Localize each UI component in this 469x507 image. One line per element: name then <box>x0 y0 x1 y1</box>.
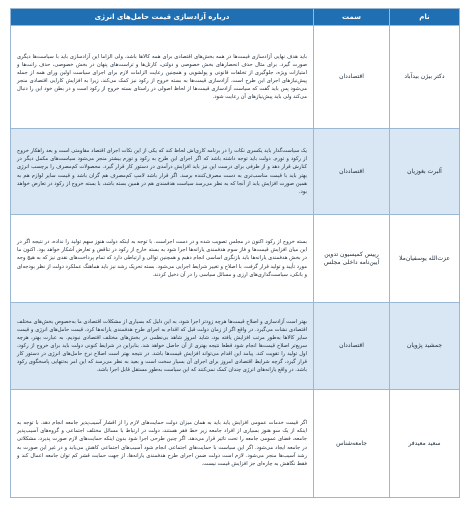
person-name: آلبرت بغوزیان <box>390 129 460 215</box>
opinion-text: اگر قیمت خدمات عمومی افزایش یابد باید به همان میزان دولت حمایت‌های لازم را از اقشار آسیب‌پذیر جامعه انجام دهد. با توجه به اینکه از یک سو هنوز بسیاری از افراد جامعه زیر خط فقر هستند، دولت در ارتباط با مسائل مختلف اجتماعی و گروه‌های آسیب‌پذیر جامعه، فضای عمومی جامعه را تحت تاثیر قرار می‌دهد. اگر چنین طرحی اجرا شود بدون اینکه حمایت‌های لازم صورت پذیرد، مشکلاتی در جامعه ایجاد می‌شود. اگر این سیاست با حمایت‌های اجتماعی انجام شود آسیب‌های اجتماعی کاهش می‌یابد و در غیر این صورت به رشد آسیب‌ها منجر می‌شود. لازم است دولت ضمن اجرای طرح هدفمندی یارانه‌ها، از جهت حمایت قشر کم توان جامعه اعمال کند و فقط نگاهش به چاره‌ای جز افزایش قیمت نیست. <box>11 390 314 498</box>
person-name: دکتر بیژن بیدآباد <box>390 26 460 129</box>
person-name: عزت‌الله یوسفیان‌ملا <box>390 215 460 303</box>
person-role: اقتصاددان <box>314 26 390 129</box>
table-row <box>11 215 460 303</box>
person-name: جمشید پژویان <box>390 303 460 390</box>
opinion-text: باید هدف نهایی آزادسازی قیمت‌ها در همه بخش‌های اقتصادی برای همه کالاها باشد، ولی الزاما این آزادسازی باید با سیاست‌ها دیگری صورت گیرد. برای مثال حذف انحصارهای بخش خصوصی و دولتی، کارتل‌ها و تراست‌های پنهان در بخش خصوصی، حذف رانت‌ها و امتیازات ویژه، جلوگیری از تخلفات قانونی و پولشویی و همچنین رعایت الزامات لازم برای اجرای سیاست اولین ورای همه از جمله پیش‌نیازهای اجرای این طرح است. آزادسازی قیمت‌ها به بسته خروج از رکود نیز کمک می‌کند، زیرا به افزایش کارایی اقتصادی منجر می‌شود پس باید گفت که سیاست آزادسازی قیمت‌ها از لحاظ اصولی در راستای بسته خروج از رکود است و در بطن خود این را دنبال می‌کند ولی باید پیش‌نیازهای آن رعایت شود. <box>11 26 314 129</box>
person-role: اقتصاددان <box>314 129 390 215</box>
opinion-text: بهتر است آزادسازی و اصلاح قیمت‌ها هرچه زودتر اجرا شود، به این دلیل که بسیاری از مشکلات اقتصادی ما به‌خصوص بخش‌های مختلف اقتصادی نشات می‌گیرد. در واقع اگر از زمان دولت قبل که اقدام به اجرای طرح هدفمندی یارانه‌ها کرد، قیمت حامل‌های انرژی و قیمت سایر کالاها به‌طور مرتب افزایش یافته بود، شاید امروز شاهد بی‌نظمی در بخش‌های مختلف اقتصادی نبودیم. به عبارت بهتر، هرچه سریع‌تر اصلاح قیمت‌ها انجام شود قطعا نتیجه بهتری از آن حاصل خواهد شد. بنابراین در شرایط کنونی دولت باید برای خروج از رکود، اول تولید را تقویت کند. پیامد این اقدام می‌تواند افزایش قیمت‌ها باشد. در نتیجه بهتر است اصلاح نرخ حامل‌های انرژی در دستور کار قرار گیرد، گرچه شرایط اقتصادی امروز برای اجرای آن بسیار سخت است و بعید به نظر می‌رسد که این امر به‌تنهایی پاسخگوی رکود باشد. در واقع یارانه‌های انرژی چندان کمک نمی‌کنند که این سیاست به‌طور مستقل قابل اجرا باشد. <box>11 303 314 390</box>
header-role: سمت <box>314 9 390 26</box>
table-header-row <box>11 9 460 26</box>
energy-price-opinions-table <box>10 8 460 498</box>
person-role: جامعه‌شناس <box>314 390 390 498</box>
table-row <box>11 390 460 498</box>
person-name: سعید معیدفر <box>390 390 460 498</box>
person-role: اقتصاددان <box>314 303 390 390</box>
table-row <box>11 303 460 390</box>
table-row <box>11 26 460 129</box>
opinion-text: یک سیاست‌گذار باید یکسری نکات را در برنامه کاری‌اش لحاظ کند که یکی از این نکات اجرای اقتصاد مقاومتی است و بعد راهکار خروج از رکود و تورم. دولت باید توجه داشته باشد که اگر اجرای این طرح به رکود و تورم بیشتر منجر می‌شود سیاست‌های مکمل دیگر در کنارش قرار دهد و از طرفی برای درست این نیز باید افزایش درآمدی در دستور کار قرار گیرد. محصولات کم‌مصرف را برچسب انرژی بهتر باید با قیمت مناسب‌تری به دست مصرف‌کننده برسد. اگر قرار باشد لامپ کم‌مصرف هم گران باشد و قیمت سایر لوازم هم به همین صورت افزایش یابد از آنجا که به نظر می‌رسد سیاست هدفمندی هم در همین بسته باشد، با بسته خروج از رکود در تعارض خواهد بود. <box>11 129 314 215</box>
opinion-text: بسته خروج از رکود اکنون در مجلس تصویب شده و در دست اجراست. با توجه به اینکه دولت هنوز سهم تولید را نداده، در نتیجه اگر در این میان افزایش قیمت‌ها و فاز سوم هدفمندی یارانه‌ها اجرا شود به بسته خارج از رکود در تناقض و تعارض آشکار خواهد بود. اکنون ما در بخش هدفمندی یارانه‌ها باید بازنگری اساسی انجام دهیم و همچنین توالی و ارتباطی دارد که تمام پرداخت‌های نقدی نیز که به هیچ وجه مورد تأیید و تولید قرار گرفت، با اصلاح و تغییر شرایط اجرایی می‌شود. بسته تحریک رشد نیز باید هماهنگ عملکرد دولت از نظر بودجه‌ای و بانکی، سیاست‌گذاری‌های ارزی و مسائل سیاسی را در آن دخیل کردند. <box>11 215 314 303</box>
header-description: درباره آزادسازی قیمت حامل‌های انرژی <box>11 9 314 26</box>
header-name: نام <box>390 9 460 26</box>
person-role: رییس کمیسیون تدوین آیین‌نامه داخلی مجلس <box>314 215 390 303</box>
table-row <box>11 129 460 215</box>
